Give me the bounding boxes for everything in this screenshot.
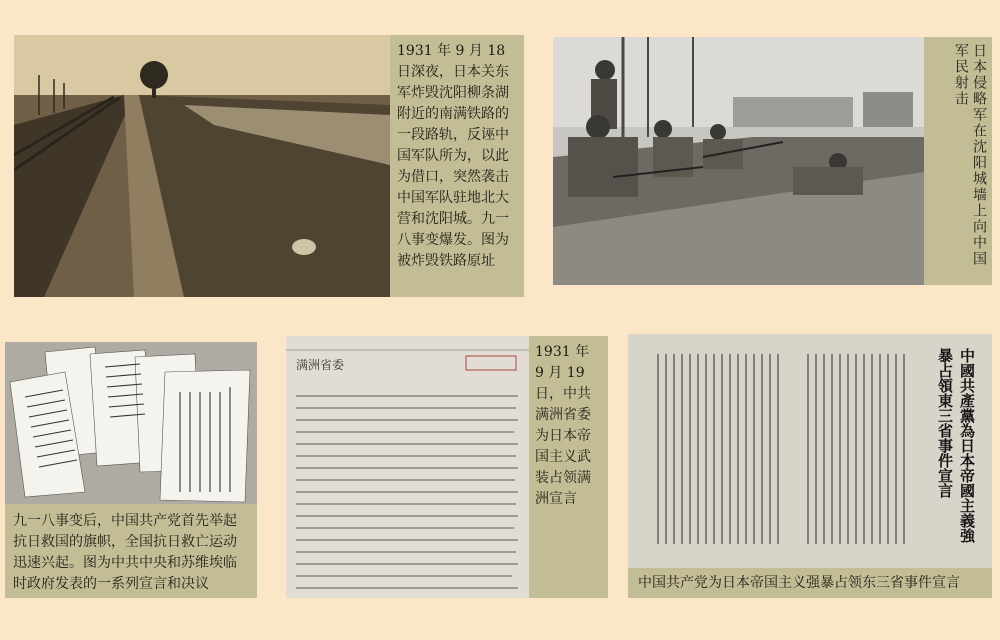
party-declaration-caption bbox=[628, 568, 992, 598]
communist-response-caption bbox=[5, 504, 257, 598]
occupation-caption bbox=[924, 37, 992, 285]
handwritten-declaration-photo bbox=[286, 336, 529, 598]
printed-declaration-photo bbox=[628, 334, 992, 568]
declaration-vertical-title: 中國共產黨為日本帝國主義強暴占領東三省事件宣言 bbox=[936, 348, 976, 543]
soldiers-on-city-wall-photo bbox=[553, 37, 924, 285]
occupation-caption-text: 日本侵略军在沈阳城墙上向中国军民射击 bbox=[953, 43, 987, 267]
manchuria-declaration-caption bbox=[529, 336, 608, 598]
declarations-collection-photo bbox=[5, 342, 257, 504]
party-declaration-caption-text: 中国共产党为日本帝国主义强暴占领东三省事件宣言 bbox=[638, 575, 960, 591]
railway-caption bbox=[390, 35, 524, 297]
communist-response-caption-text: 九一八事变后，中国共产党首先举起抗日救国的旗帜，全国抗日救亡运动迅速兴起。图为中共中央和苏维埃临时政府发表的一系列宣言和决议 bbox=[13, 513, 237, 592]
bombed-railway-photo bbox=[14, 35, 390, 297]
handwritten-header: 满洲省委 bbox=[296, 358, 345, 372]
railway-caption-text: 1931 年 9 月 18 日深夜，日本关东军炸毁沈阳柳条湖附近的南满铁路的一段路轨，反诬中国军队所为，以此为借口，突然袭击中国军队驻地北大营和沈阳城。九一八事变爆发。图为被炸毁铁路原址 bbox=[397, 43, 509, 269]
manchuria-declaration-caption-text: 1931 年 9 月 19 日，中共满洲省委为日本帝国主义武装占领满洲宣言 bbox=[535, 344, 591, 507]
